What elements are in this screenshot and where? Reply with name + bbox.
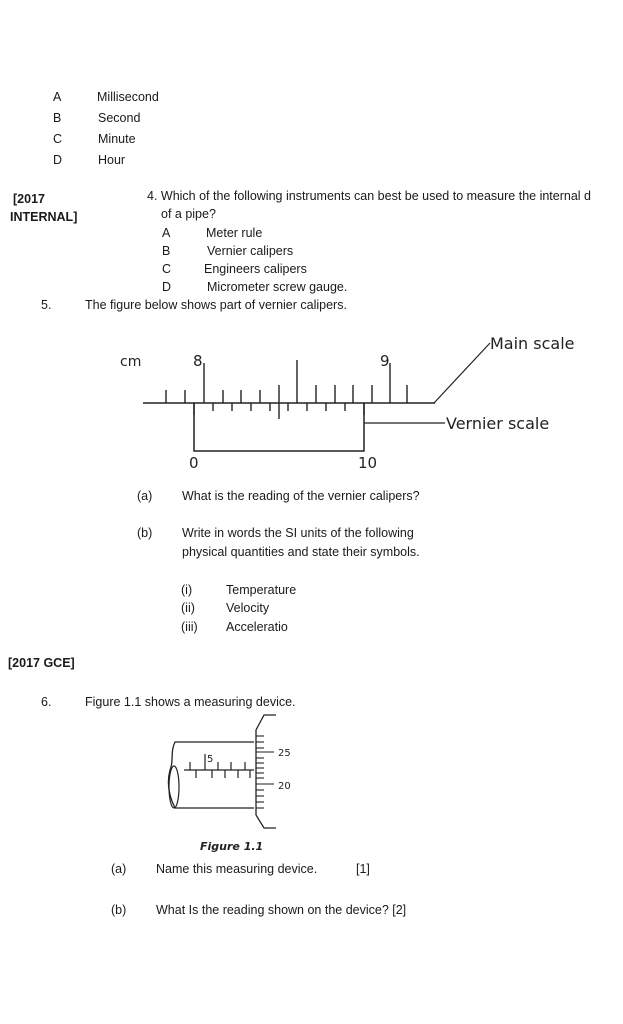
option-text: Millisecond [97, 90, 159, 104]
option-letter: C [53, 132, 63, 146]
part-text: Write in words the SI units of the following [182, 526, 414, 540]
question-text: The figure below shows part of vernier calipers. [85, 298, 347, 312]
question-text: 4. Which of the following instruments can best be used to measure the internal d [147, 189, 591, 203]
option-text: Micrometer screw gauge. [207, 280, 348, 294]
question-number: 5. [41, 298, 52, 312]
exam-tag: INTERNAL] [10, 210, 78, 224]
sleeve-label-5: 5 [207, 754, 214, 765]
option-text: Hour [98, 153, 126, 167]
sleeve-ticks [190, 754, 250, 778]
part-text: physical quantities and state their symbols. [182, 545, 420, 559]
part-label: (a) [137, 489, 153, 503]
main-scale-label-8: 8 [193, 352, 203, 370]
option-text: Minute [98, 132, 136, 146]
vernier-scale-ticks [194, 403, 364, 419]
part-label: (b) [137, 526, 153, 540]
vernier-scale-callout: Vernier scale [446, 414, 550, 433]
question-text: Figure 1.1 shows a measuring device. [85, 695, 296, 709]
micrometer-thimble [256, 715, 276, 828]
option-text: Second [98, 111, 141, 125]
sleeve-end [169, 766, 179, 808]
thimble-label-25: 25 [278, 748, 291, 759]
option-letter: C [162, 262, 172, 276]
micrometer-figure [150, 710, 310, 860]
option-text: Vernier calipers [207, 244, 294, 258]
main-scale-callout: Main scale [490, 334, 575, 353]
option-letter: A [162, 226, 171, 240]
option-letter: D [162, 280, 172, 294]
option-text: Meter rule [206, 226, 263, 240]
vernier-label-0: 0 [189, 454, 199, 472]
question-text: of a pipe? [161, 207, 216, 221]
option-letter: B [53, 111, 62, 125]
thimble-label-20: 20 [278, 781, 291, 792]
vernier-calipers-figure [100, 325, 580, 475]
part-text: What is the reading of the vernier calipers? [182, 489, 420, 503]
option-text: Engineers calipers [204, 262, 307, 276]
marks: [1] [356, 862, 370, 876]
subpart-label: (ii) [181, 601, 195, 615]
micrometer-sleeve [168, 742, 254, 808]
part-label: (a) [111, 862, 127, 876]
subpart-text: Acceleratio [226, 620, 288, 634]
vernier-label-10: 10 [358, 454, 378, 472]
option-letter: B [162, 244, 171, 258]
exam-tag: [2017 GCE] [8, 656, 75, 670]
subpart-label: (i) [181, 583, 193, 597]
option-letter: D [53, 153, 63, 167]
option-letter: A [53, 90, 62, 104]
subpart-text: Velocity [226, 601, 270, 615]
main-scale-label-9: 9 [380, 352, 390, 370]
part-text: What Is the reading shown on the device? [2] [156, 903, 407, 917]
figure-caption: Figure 1.1 [200, 840, 264, 853]
exam-tag: [2017 [13, 192, 45, 206]
question-number: 6. [41, 695, 52, 709]
unit-label: cm [120, 354, 142, 370]
part-text: Name this measuring device. [156, 862, 318, 876]
thimble-ticks [256, 736, 274, 808]
part-label: (b) [111, 903, 127, 917]
subpart-label: (iii) [181, 620, 198, 634]
subpart-text: Temperature [226, 583, 297, 597]
main-scale-leader [434, 343, 490, 403]
